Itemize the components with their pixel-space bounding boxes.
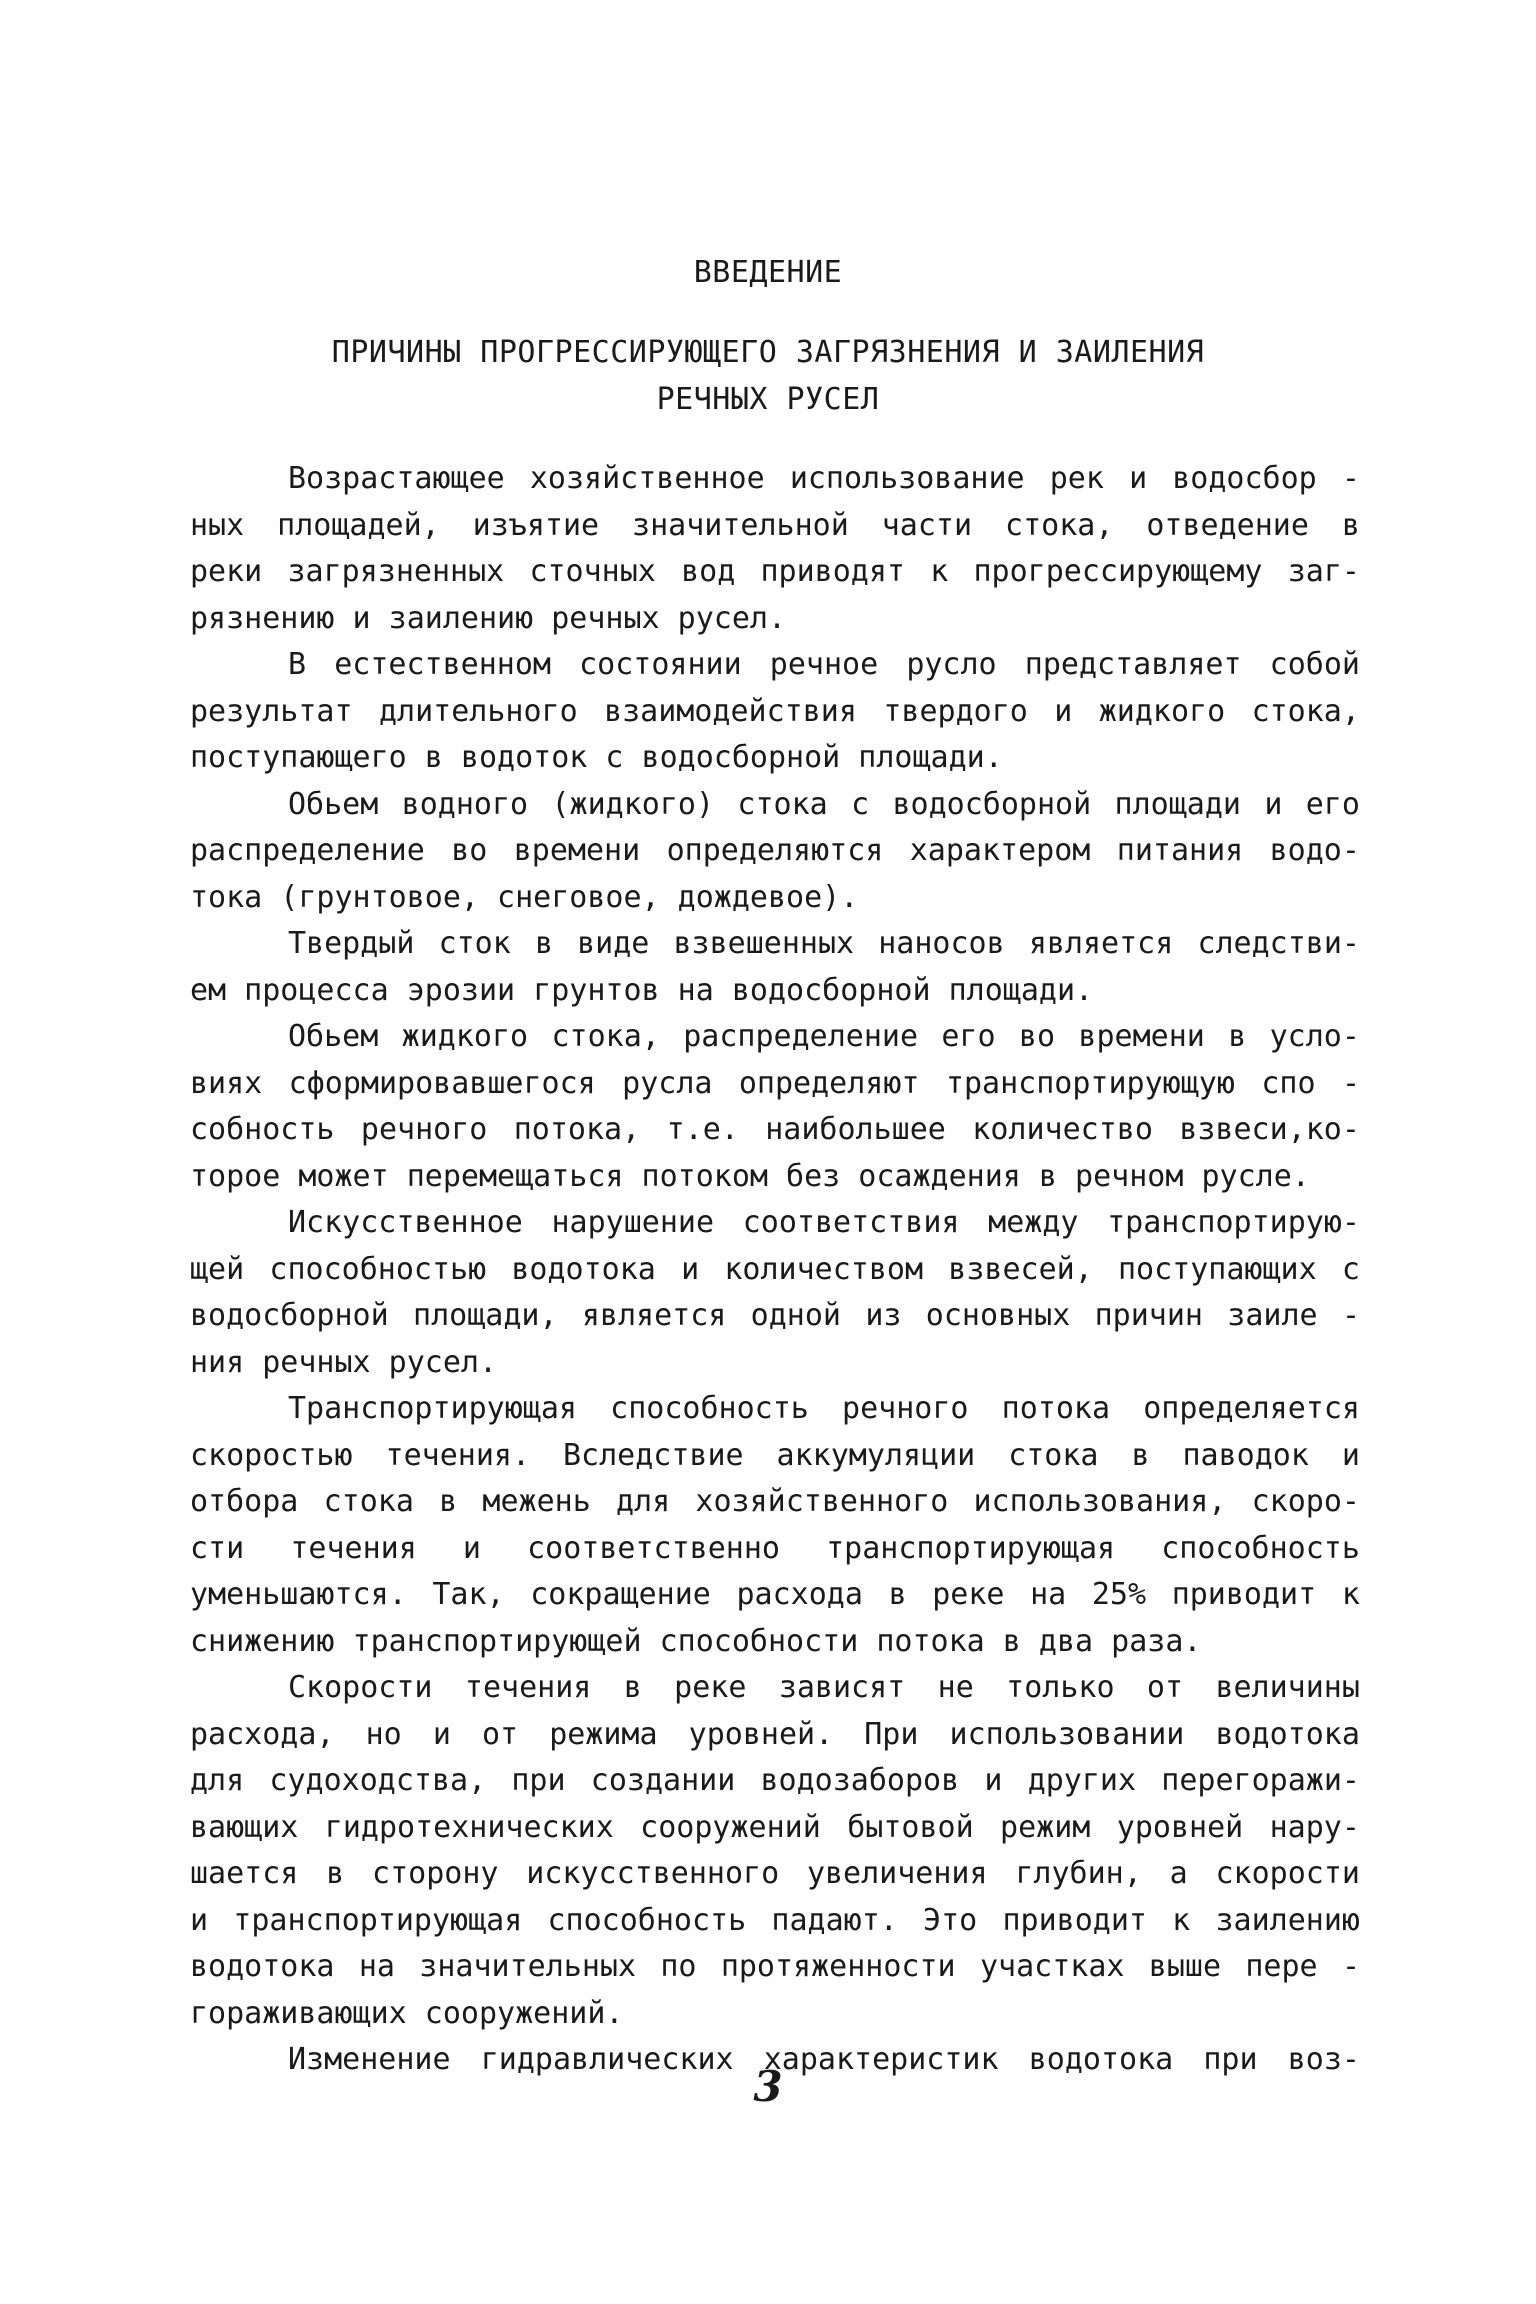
word: и xyxy=(1129,461,1148,496)
word: времени xyxy=(513,833,641,868)
word: стока xyxy=(1008,1437,1099,1473)
word: на xyxy=(358,1949,395,1984)
word: в xyxy=(534,926,553,961)
word: сформировавшегося xyxy=(288,1065,596,1101)
word: части xyxy=(881,507,973,543)
word: при xyxy=(1203,2042,1258,2077)
word: использовании xyxy=(949,1716,1185,1752)
word: представляет xyxy=(1024,647,1242,682)
word: результат xyxy=(190,693,353,729)
word: приводит xyxy=(1002,1902,1147,1938)
text-line xyxy=(190,1944,1360,1991)
word: одной xyxy=(750,1298,841,1333)
word: транспортирующая xyxy=(826,1530,1116,1566)
word: способностью xyxy=(269,1251,487,1287)
word: перегоражи- xyxy=(1161,1763,1360,1798)
word: уровней xyxy=(1116,1809,1244,1845)
text-line xyxy=(190,1479,1360,1526)
word: аккумуляции xyxy=(776,1437,976,1473)
word: водосборной xyxy=(892,786,1092,822)
word: стока xyxy=(737,786,828,822)
word: стока, xyxy=(551,1019,660,1054)
word: и xyxy=(1341,1437,1360,1473)
text-line xyxy=(190,1712,1360,1759)
word: режим xyxy=(1000,1809,1091,1845)
word: глубин, xyxy=(1015,1856,1142,1891)
text-line xyxy=(190,1014,1360,1061)
word: участках xyxy=(979,1949,1125,1984)
word: наибольшее xyxy=(765,1112,946,1147)
word: значительных xyxy=(419,1949,637,1984)
word: способность xyxy=(610,1391,809,1426)
word: а xyxy=(1169,1856,1188,1891)
text-line xyxy=(190,503,1360,550)
word: способность xyxy=(547,1902,747,1938)
word: водотока xyxy=(1215,1716,1360,1752)
word: сти xyxy=(190,1530,245,1566)
text-line: ния речных русел. xyxy=(190,1344,498,1380)
word: вающих xyxy=(190,1809,299,1845)
word: следстви- xyxy=(1197,926,1360,961)
word: бытовой xyxy=(847,1809,974,1845)
word: транспортирующую xyxy=(945,1065,1235,1101)
word: ных xyxy=(190,507,245,543)
text-line xyxy=(190,1805,1360,1852)
word: Вследствие xyxy=(562,1437,744,1473)
word: хозяйственного xyxy=(695,1484,949,1519)
word: скорости xyxy=(1215,1856,1360,1891)
word: для xyxy=(616,1484,671,1519)
word: на xyxy=(1030,1577,1067,1612)
word: - xyxy=(1341,1949,1360,1984)
word: во xyxy=(451,833,488,868)
word: собность xyxy=(190,1112,335,1147)
word: и xyxy=(1264,786,1283,822)
word: пере xyxy=(1245,1949,1318,1984)
text-line: рязнению и заилению речных русел. xyxy=(190,600,787,636)
word: во xyxy=(1018,1019,1056,1054)
word: Транспортирующая xyxy=(288,1391,577,1426)
text-line xyxy=(190,828,1360,875)
word: твердого xyxy=(883,693,1028,729)
text-line xyxy=(190,1061,1360,1108)
word: транспортирую- xyxy=(1107,1205,1360,1240)
word: При xyxy=(864,1716,919,1752)
word: русло xyxy=(906,647,997,682)
word: питания xyxy=(1116,833,1244,868)
word: основных xyxy=(925,1298,1071,1333)
word: длительного xyxy=(378,693,578,729)
word: и xyxy=(462,1530,481,1566)
word: виде xyxy=(577,926,650,961)
word: приводят xyxy=(760,554,905,589)
word: не xyxy=(937,1670,974,1705)
word: режима xyxy=(549,1716,658,1752)
word: и xyxy=(432,1716,451,1752)
word: характером xyxy=(909,833,1091,868)
word: судоходства, xyxy=(269,1763,487,1798)
word: гидротехнических xyxy=(324,1809,614,1845)
word: усло- xyxy=(1269,1019,1360,1054)
text-line xyxy=(190,1200,1360,1247)
word: от xyxy=(481,1716,519,1752)
word: приводит xyxy=(1171,1577,1317,1612)
text-line: тока (грунтовое, снеговое, дождевое). xyxy=(190,879,859,915)
word: русла xyxy=(622,1065,713,1101)
text-line xyxy=(190,1572,1360,1619)
word: в xyxy=(1228,1019,1247,1054)
word: скоростью xyxy=(190,1437,353,1473)
text-line xyxy=(190,921,1360,968)
word: к xyxy=(930,554,949,589)
word: определяются xyxy=(666,833,884,868)
word: хозяйственное xyxy=(529,461,765,496)
word: но xyxy=(365,1716,402,1752)
word: Это xyxy=(923,1902,978,1938)
word: его xyxy=(1305,786,1360,822)
word: воз- xyxy=(1287,2042,1360,2077)
word: - xyxy=(1341,1065,1360,1101)
word: расхода, xyxy=(190,1716,335,1752)
word: характеристик xyxy=(763,2042,999,2077)
word: жидкого xyxy=(401,1019,529,1054)
word: от xyxy=(1146,1670,1184,1705)
word: в xyxy=(888,1577,907,1612)
text-line xyxy=(190,1526,1360,1573)
word: в xyxy=(439,1484,458,1519)
text-line: гораживающих сооружений. xyxy=(190,1995,624,2031)
word: времени xyxy=(1078,1019,1205,1054)
text-line xyxy=(190,1665,1360,1712)
word: стока, xyxy=(1251,693,1360,729)
word: площади, xyxy=(413,1298,558,1333)
word: соответствия xyxy=(742,1205,960,1240)
text-line xyxy=(190,1758,1360,1805)
word: рек xyxy=(1049,461,1104,496)
text-line xyxy=(190,549,1360,596)
word: - xyxy=(1341,1298,1360,1333)
word: водотока xyxy=(190,1949,335,1984)
word: уровней. xyxy=(688,1716,834,1752)
word: и xyxy=(984,1763,1003,1798)
word: в xyxy=(623,1670,642,1705)
word: с xyxy=(851,786,870,822)
text-line xyxy=(190,1107,1360,1154)
word: и xyxy=(190,1902,209,1938)
word: водосбор xyxy=(1172,461,1317,496)
word: использование xyxy=(789,461,1025,496)
text-line xyxy=(190,1433,1360,1480)
word: паводок xyxy=(1182,1437,1309,1473)
word: по xyxy=(660,1949,697,1984)
word: других xyxy=(1027,1763,1137,1798)
word: шается xyxy=(190,1856,299,1891)
word: речное xyxy=(769,647,879,682)
text-line xyxy=(190,642,1360,689)
word: водо- xyxy=(1269,833,1360,868)
word: сток xyxy=(438,926,511,961)
word: Твердый xyxy=(288,926,415,961)
word: водосборной xyxy=(190,1298,389,1333)
word: к xyxy=(1341,1577,1360,1612)
word: отбора xyxy=(190,1484,299,1519)
word: является xyxy=(1028,926,1174,961)
word: создании xyxy=(590,1763,736,1798)
word: взаимодействия xyxy=(604,693,857,729)
word: жидкого xyxy=(1098,693,1226,729)
word: т.е. xyxy=(666,1112,739,1147)
word: взвесей, xyxy=(948,1251,1093,1287)
word: соответственно xyxy=(527,1530,780,1566)
page-number: 3 xyxy=(753,2062,783,2111)
word: потока xyxy=(1001,1391,1111,1426)
word: и xyxy=(681,1251,700,1287)
word: спо xyxy=(1261,1065,1316,1101)
word: сокращение xyxy=(530,1577,711,1612)
word: прогрессирующему xyxy=(973,554,1263,589)
word: водного xyxy=(401,786,529,822)
word: величины xyxy=(1215,1670,1360,1705)
word: стока xyxy=(323,1484,414,1519)
word: водотока xyxy=(1028,2042,1174,2077)
word: искусственного xyxy=(526,1856,780,1891)
word: течения. xyxy=(385,1437,531,1473)
word: использования, xyxy=(973,1484,1227,1519)
word: отведение xyxy=(1146,507,1309,543)
word: протяженности xyxy=(720,1949,956,1984)
word: Искусственное xyxy=(288,1205,523,1240)
word: течения xyxy=(464,1670,592,1705)
word: Изменение xyxy=(288,2042,451,2077)
word: межень xyxy=(482,1484,591,1519)
word: Обьем xyxy=(288,1019,379,1054)
body-text xyxy=(190,456,1360,2084)
word: Так, xyxy=(432,1577,505,1612)
text-line xyxy=(190,1293,1360,1340)
word: нарушение xyxy=(551,1205,715,1240)
word: и xyxy=(1054,693,1073,729)
word: Обьем xyxy=(288,786,379,822)
word: способность xyxy=(1161,1530,1360,1566)
text-line xyxy=(190,1851,1360,1898)
word: только xyxy=(1006,1670,1115,1705)
word: естественном xyxy=(334,647,551,682)
word: речного xyxy=(360,1112,488,1147)
word: количество xyxy=(972,1112,1153,1147)
word: при xyxy=(511,1763,566,1798)
word: состоянии xyxy=(579,647,742,682)
word: распределение xyxy=(190,833,425,868)
text-line: поступающего в водоток с водосборной площади. xyxy=(190,740,1003,775)
chapter-title-line-1: ПРИЧИНЫ ПРОГРЕССИРУЮЩЕГО ЗАГРЯЗНЕНИЯ И ЗАИЛЕНИЯ xyxy=(331,335,1205,370)
word: реке xyxy=(674,1670,747,1705)
text-line xyxy=(190,689,1360,736)
word: определяют xyxy=(738,1065,920,1101)
chapter-title-line-2: РЕЧНЫХ РУСЕЛ xyxy=(656,382,880,417)
word: реки xyxy=(190,554,263,589)
text-line xyxy=(190,1247,1360,1294)
word: его xyxy=(941,1019,996,1054)
word: с xyxy=(1341,1251,1360,1287)
word: в xyxy=(1341,507,1360,543)
word: потока, xyxy=(513,1112,641,1147)
word: из xyxy=(865,1298,902,1333)
word: гидравлических xyxy=(480,2042,734,2077)
word: Скорости xyxy=(288,1670,433,1705)
word: сточных xyxy=(529,554,656,589)
word: вод xyxy=(681,554,736,589)
word: выше xyxy=(1148,1949,1222,1984)
word: распределение xyxy=(683,1019,919,1054)
word: является xyxy=(581,1298,727,1333)
word: Возрастающее xyxy=(288,461,505,496)
word: количеством xyxy=(724,1251,924,1287)
word: загрязненных xyxy=(287,554,505,589)
text-line: снижению транспортирующей способности потока в два раза. xyxy=(190,1623,1202,1659)
word: значительной xyxy=(632,507,849,543)
word: речного xyxy=(842,1391,969,1426)
word: между xyxy=(988,1205,1079,1240)
word: 25% xyxy=(1091,1577,1147,1612)
word: изъятие xyxy=(472,507,600,543)
word: транспортирующая xyxy=(233,1902,523,1938)
word: падают. xyxy=(771,1902,898,1938)
word: заг- xyxy=(1287,554,1360,589)
word: наносов xyxy=(878,926,1005,961)
text-line xyxy=(190,1898,1360,1945)
word: - xyxy=(1341,461,1360,496)
word: водотока xyxy=(511,1251,656,1287)
text-line xyxy=(190,1386,1360,1433)
word: В xyxy=(288,647,307,682)
word: увеличения xyxy=(806,1856,988,1891)
word: (жидкого) xyxy=(551,786,715,822)
word: уменьшаются. xyxy=(190,1577,407,1612)
word: в xyxy=(326,1856,345,1891)
word: щей xyxy=(190,1251,245,1287)
word: собой xyxy=(1269,647,1360,682)
word: нару- xyxy=(1269,1809,1360,1845)
word: виях xyxy=(190,1065,263,1101)
word: зависят xyxy=(778,1670,906,1705)
word: водозаборов xyxy=(760,1763,960,1798)
word: площадей, xyxy=(277,507,440,543)
text-line: торое может перемещаться потоком без осаждения в речном русле. xyxy=(190,1158,1310,1194)
word: для xyxy=(190,1763,245,1798)
word: сторону xyxy=(372,1856,499,1891)
word: площади xyxy=(1114,786,1241,822)
word: заиле xyxy=(1227,1298,1318,1333)
word: стока, xyxy=(1005,507,1114,543)
word: расхода xyxy=(736,1577,863,1612)
word: взвешенных xyxy=(673,926,855,961)
text-line xyxy=(190,456,1360,503)
word: скоро- xyxy=(1251,1484,1360,1519)
word: к xyxy=(1172,1902,1191,1938)
word: взвеси,ко- xyxy=(1179,1112,1360,1147)
word: сооружений xyxy=(640,1809,821,1845)
text-line xyxy=(190,782,1360,829)
word: в xyxy=(1131,1437,1150,1473)
section-label: ВВЕДЕНИЕ xyxy=(693,255,843,290)
word: течения xyxy=(290,1530,417,1566)
word: поступающих xyxy=(1118,1251,1317,1287)
text-line: ем процесса эрозии грунтов на водосборной площади. xyxy=(190,972,1094,1008)
word: реке xyxy=(932,1577,1005,1612)
word: причин xyxy=(1094,1298,1203,1333)
word: заилению xyxy=(1215,1902,1360,1938)
word: определяется xyxy=(1143,1391,1360,1426)
